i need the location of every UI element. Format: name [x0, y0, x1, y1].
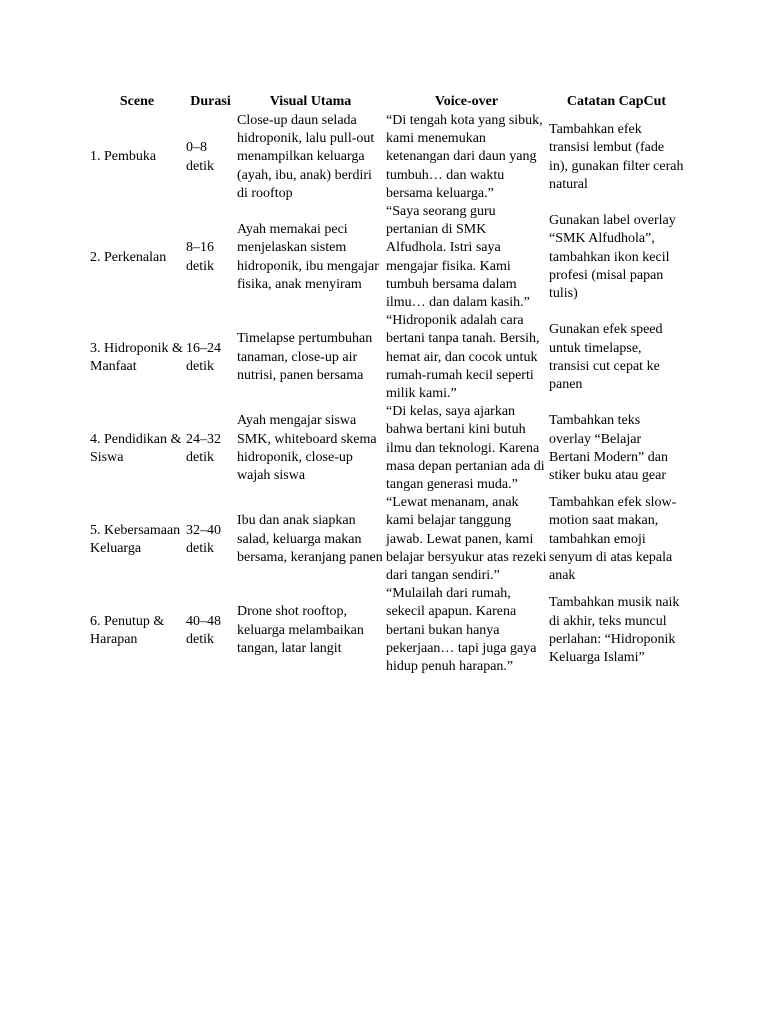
durasi-cell: 0–8 detik	[186, 140, 214, 174]
voiceover-cell: “Saya seorang guru pertanian di SMK Alfudhola. Istri saya mengajar fisika. Kami tumbuh bersama dalam ilmu… dan dalam kasih.”	[386, 204, 530, 311]
catatan-cell: Gunakan label overlay “SMK Alfudhola”, tambahkan ikon kecil profesi (misal papan tulis)	[549, 213, 676, 301]
header-visual-utama: Visual Utama	[269, 93, 352, 109]
table-row	[89, 403, 685, 494]
catatan-cell: Gunakan efek speed untuk timelapse, transisi cut cepat ke panen	[549, 322, 663, 392]
visual-cell: Drone shot rooftop, keluarga melambaikan tangan, latar langit	[237, 604, 364, 656]
voiceover-cell: “Di kelas, saya ajarkan bahwa bertani kini butuh ilmu dan teknologi. Karena masa depan pertanian ada di tangan generasi muda.”	[386, 404, 545, 493]
scene-cell: 3. Hidroponik & Manfaat	[90, 340, 183, 374]
scene-cell: 4. Pendidikan & Siswa	[90, 431, 182, 465]
scene-cell: 1. Pembuka	[90, 149, 157, 165]
table-row	[89, 494, 685, 585]
catatan-cell: Tambahkan teks overlay “Belajar Bertani Modern” dan stiker buku atau gear	[549, 413, 668, 483]
header-durasi: Durasi	[190, 93, 231, 109]
header-voice-over: Voice-over	[434, 93, 499, 109]
durasi-cell: 8–16 detik	[186, 240, 214, 274]
durasi-cell: 40–48 detik	[186, 613, 221, 647]
visual-cell: Close-up daun selada hidroponik, lalu pull-out menampilkan keluarga (ayah, ibu, anak) berdiri di rooftop	[237, 113, 375, 201]
catatan-cell: Tambahkan efek slow-motion saat makan, tambahkan emoji senyum di atas kepala anak	[549, 495, 677, 584]
visual-cell: Ayah mengajar siswa SMK, whiteboard skema hidroponik, close-up wajah siswa	[237, 413, 377, 483]
visual-cell: Ibu dan anak siapkan salad, keluarga makan bersama, keranjang panen	[237, 513, 383, 565]
scene-cell: 5. Kebersamaan Keluarga	[90, 522, 181, 556]
catatan-cell: Tambahkan musik naik di akhir, teks muncul perlahan: “Hidroponik Keluarga Islami”	[549, 595, 680, 665]
voiceover-cell: “Mulailah dari rumah, sekecil apapun. Karena bertani bukan hanya pekerjaan… tapi juga gaya hidup penuh harapan.”	[386, 586, 537, 675]
scene-cell: 2. Perkenalan	[90, 249, 167, 265]
voiceover-cell: “Lewat menanam, anak kami belajar tanggung jawab. Lewat panen, kami belajar bersyukur atas rezeki dari tangan sendiri.”	[386, 495, 547, 584]
catatan-cell: Tambahkan efek transisi lembut (fade in), gunakan filter cerah natural	[549, 122, 684, 192]
header-scene: Scene	[119, 93, 155, 109]
table-row	[89, 312, 685, 403]
voiceover-cell: “Hidroponik adalah cara bertani tanpa tanah. Bersih, hemat air, dan cocok untuk rumah-rumah kecil seperti milik kami.”	[386, 313, 540, 402]
scene-cell: 6. Penutup & Harapan	[90, 613, 165, 647]
header-catatan-capcut: Catatan CapCut	[566, 93, 667, 109]
table-row	[89, 112, 685, 203]
durasi-cell: 24–32 detik	[186, 431, 221, 465]
visual-cell: Ayah memakai peci menjelaskan sistem hidroponik, ibu mengajar fisika, anak menyiram	[237, 222, 379, 292]
voiceover-cell: “Di tengah kota yang sibuk, kami menemukan ketenangan dari daun yang tumbuh… dan waktu bersama keluarga.”	[386, 113, 543, 201]
durasi-cell: 16–24 detik	[186, 340, 221, 374]
table-header-row	[89, 92, 685, 112]
table-row	[89, 585, 685, 676]
video-script-table	[89, 92, 685, 676]
durasi-cell: 32–40 detik	[186, 522, 221, 556]
table-row	[89, 203, 685, 312]
visual-cell: Timelapse pertumbuhan tanaman, close-up air nutrisi, panen bersama	[237, 331, 373, 383]
